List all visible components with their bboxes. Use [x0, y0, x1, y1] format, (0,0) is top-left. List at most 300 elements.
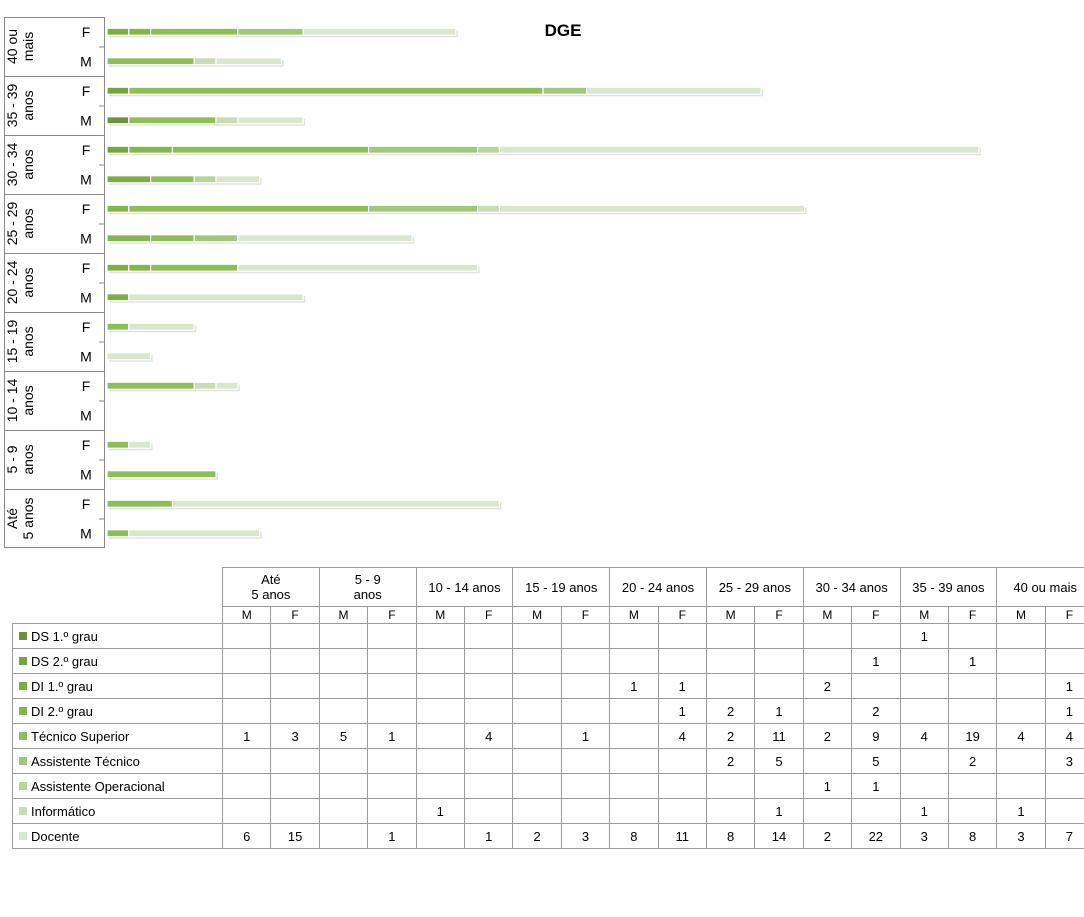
table-cell: [755, 624, 803, 649]
table-cell: [319, 699, 367, 724]
table-cell: [997, 749, 1045, 774]
table-subheader-cell: F: [948, 607, 996, 624]
table-cell: [416, 824, 464, 849]
table-cell: [223, 699, 271, 724]
table-cell: [900, 649, 948, 674]
table-cell: 4: [997, 724, 1045, 749]
bar-segment-t-cnico-superior: [107, 58, 194, 65]
table-cell: 1: [464, 824, 512, 849]
table-cell: 2: [852, 699, 900, 724]
bar-segment-docente: [172, 500, 499, 507]
table-cell: 6: [223, 824, 271, 849]
table-cell: [368, 674, 416, 699]
table-cell: [319, 774, 367, 799]
bar-segment-t-cnico-superior: [107, 441, 129, 448]
table-cell: 3: [997, 824, 1045, 849]
bar-segment-assistente-t-cnico: [238, 28, 303, 35]
table-cell: 2: [706, 749, 754, 774]
table-cell: [319, 674, 367, 699]
table-group-header: [416, 568, 513, 607]
table-subheader-cell: M: [997, 607, 1045, 624]
table-row: [13, 799, 1084, 824]
legend-entry-label: DI 1.º grau: [31, 678, 93, 694]
table-cell: 7: [1045, 824, 1084, 849]
bar-segment-docente: [216, 58, 281, 65]
table-cell: 1: [658, 699, 706, 724]
table-cell: 1: [561, 724, 609, 749]
table-cell: [997, 774, 1045, 799]
table-cell: [997, 624, 1045, 649]
table-cell: [513, 774, 561, 799]
table-cell: [368, 699, 416, 724]
table-cell: [416, 724, 464, 749]
legend-swatch: [19, 682, 27, 690]
table-cell: [271, 624, 319, 649]
bar-segment-t-cnico-superior: [129, 117, 216, 124]
bar-segment-docente: [238, 235, 412, 242]
table-cell: [900, 774, 948, 799]
bar-segment-docente: [216, 382, 238, 389]
table-subheader-row: [13, 607, 1084, 624]
bar-segment-t-cnico-superior: [151, 264, 238, 271]
table-cell: [223, 749, 271, 774]
bar-segment-inform-tico: [478, 205, 500, 212]
group-label-line: 10 - 14: [4, 378, 20, 423]
table-cell: [803, 649, 851, 674]
bar-segment-t-cnico-superior: [129, 87, 543, 94]
table-cell: [513, 674, 561, 699]
table-subheader-cell: F: [464, 607, 512, 624]
table-cell: [706, 799, 754, 824]
table-group-header: [610, 568, 707, 607]
table-cell: [706, 674, 754, 699]
table-cell: 1: [852, 774, 900, 799]
table-cell: [561, 799, 609, 824]
bar-segment-ds-2-grau: [107, 146, 129, 153]
bar-segment-docente: [129, 530, 260, 537]
table-cell: 3: [271, 724, 319, 749]
bar-segment-assistente-operacional: [478, 146, 500, 153]
table-cell: [997, 674, 1045, 699]
bar-segment-assistente-t-cnico: [194, 235, 238, 242]
bar-segment-assistente-operacional: [194, 176, 216, 183]
gender-label: F: [81, 318, 91, 335]
gender-label: M: [80, 289, 92, 306]
group-label-line: anos: [20, 385, 36, 416]
bar-segment-di-1-grau: [107, 264, 129, 271]
table-row: [13, 824, 1084, 849]
table-cell: [658, 649, 706, 674]
table-cell: [561, 699, 609, 724]
table-cell: 1: [223, 724, 271, 749]
group-label-line: anos: [20, 267, 36, 298]
table-row-label: [13, 774, 223, 799]
legend-swatch: [19, 832, 27, 840]
table-cell: [561, 624, 609, 649]
table-cell: [610, 624, 658, 649]
gender-label: F: [81, 82, 91, 99]
table-row: [13, 749, 1084, 774]
table-cell: [561, 749, 609, 774]
bar-segment-docente: [499, 205, 804, 212]
bar-segment-docente: [216, 176, 260, 183]
gender-label: M: [80, 112, 92, 129]
table-group-header-text: anos: [353, 587, 382, 602]
gender-label: F: [81, 436, 91, 453]
table-cell: [416, 699, 464, 724]
group-label-line: 30 - 34: [4, 142, 20, 187]
bar-segment-di-2-grau: [129, 28, 151, 35]
table-cell: 1: [610, 674, 658, 699]
table-cell: 2: [706, 724, 754, 749]
table-cell: 5: [852, 749, 900, 774]
table-cell: [658, 624, 706, 649]
table-cell: [755, 649, 803, 674]
table-row: [13, 699, 1084, 724]
table-subheader-cell: M: [900, 607, 948, 624]
table-cell: 9: [852, 724, 900, 749]
table-cell: [755, 674, 803, 699]
group-label-line: 40 ou: [4, 28, 20, 65]
table-group-header: [997, 568, 1084, 607]
group-label: [4, 83, 36, 127]
legend-entry-label: DS 2.º grau: [31, 653, 98, 669]
table-corner: [13, 568, 223, 607]
gender-label: F: [81, 141, 91, 158]
legend-swatch: [19, 807, 27, 815]
group-label-line: 25 - 29: [4, 201, 20, 246]
table-group-header: [513, 568, 610, 607]
table-cell: [464, 624, 512, 649]
table-cell: [319, 624, 367, 649]
table-cell: [1045, 799, 1084, 824]
table-cell: 1: [900, 624, 948, 649]
table-cell: [368, 624, 416, 649]
legend-entry-label: Técnico Superior: [31, 728, 130, 744]
table-cell: 1: [997, 799, 1045, 824]
bar-segment-di-2-grau: [107, 205, 129, 212]
table-group-header: [706, 568, 803, 607]
table-cell: [271, 799, 319, 824]
table-row: [13, 774, 1084, 799]
table-cell: [610, 649, 658, 674]
group-label-line: anos: [20, 326, 36, 357]
table-subheader-cell: M: [706, 607, 754, 624]
group-label-line: anos: [20, 208, 36, 239]
bar-segment-assistente-t-cnico: [369, 146, 478, 153]
table-cell: [852, 799, 900, 824]
bar-segment-docente: [499, 146, 979, 153]
table-group-header: [223, 568, 320, 607]
bar-segment-t-cnico-superior: [172, 146, 368, 153]
table-cell: [706, 774, 754, 799]
table-cell: [271, 749, 319, 774]
bar-segment-di-1-grau: [107, 176, 151, 183]
group-label-line: 5 anos: [20, 497, 36, 540]
table-cell: [319, 649, 367, 674]
group-label: [4, 29, 36, 64]
group-label-line: 15 - 19: [4, 319, 20, 364]
table-cell: 15: [271, 824, 319, 849]
group-label: [4, 319, 36, 363]
bar-segment-t-cnico-superior: [151, 176, 195, 183]
table-cell: [513, 699, 561, 724]
table-cell: 1: [755, 799, 803, 824]
table-cell: 1: [948, 649, 996, 674]
table-group-header-text: 40 ou mais: [1013, 579, 1077, 595]
bar-segment-t-cnico-superior: [107, 323, 129, 330]
table-subheader-cell: F: [368, 607, 416, 624]
table-cell: 4: [1045, 724, 1084, 749]
table-cell: [416, 749, 464, 774]
table-cell: [368, 749, 416, 774]
bar-segment-t-cnico-superior: [151, 235, 195, 242]
table-cell: [464, 799, 512, 824]
bar-segment-docente: [107, 353, 151, 360]
table-row-label: [13, 799, 223, 824]
table-cell: [223, 624, 271, 649]
table-cell: [852, 624, 900, 649]
table-row-label: [13, 624, 223, 649]
gender-label: F: [81, 495, 91, 512]
table-cell: 1: [416, 799, 464, 824]
group-label-line: 20 - 24: [4, 260, 20, 305]
gender-label: F: [81, 23, 91, 40]
chart-title: DGE: [544, 21, 582, 40]
table-cell: [561, 774, 609, 799]
table-cell: 1: [368, 824, 416, 849]
table-cell: 2: [513, 824, 561, 849]
table-group-header-text: 10 - 14 anos: [428, 579, 501, 595]
bar-segment-di-1-grau: [107, 294, 129, 301]
group-label: [4, 201, 36, 245]
table-group-header: [803, 568, 900, 607]
table-cell: [513, 799, 561, 824]
table-group-header: [900, 568, 997, 607]
table-cell: [900, 674, 948, 699]
table-cell: [900, 749, 948, 774]
bar-segment-docente: [129, 294, 303, 301]
bar-segment-docente: [587, 87, 761, 94]
legend-swatch: [19, 632, 27, 640]
table-subheader-cell: F: [658, 607, 706, 624]
bar-segment-t-cnico-superior: [107, 500, 172, 507]
group-label-line: anos: [20, 149, 36, 180]
table-cell: 2: [948, 749, 996, 774]
table-cell: [368, 649, 416, 674]
table-cell: [610, 724, 658, 749]
group-label: [4, 444, 36, 474]
table-cell: 11: [658, 824, 706, 849]
table-cell: 11: [755, 724, 803, 749]
table-cell: 14: [755, 824, 803, 849]
table-cell: 1: [368, 724, 416, 749]
bar-segment-ds-2-grau: [107, 87, 129, 94]
table-cell: [319, 799, 367, 824]
table-cell: 3: [900, 824, 948, 849]
table-cell: [513, 624, 561, 649]
bar-segment-t-cnico-superior: [107, 471, 216, 478]
table-cell: 1: [852, 649, 900, 674]
table-subheader-cell: M: [416, 607, 464, 624]
table-cell: [900, 699, 948, 724]
table-cell: 1: [755, 699, 803, 724]
table-row-label: [13, 699, 223, 724]
data-table-container: [12, 567, 1084, 917]
table-cell: 8: [948, 824, 996, 849]
table-cell: 2: [803, 724, 851, 749]
gender-label: M: [80, 407, 92, 424]
table-cell: [416, 674, 464, 699]
table-cell: [852, 674, 900, 699]
table-cell: [271, 699, 319, 724]
bar-segment-docente: [238, 117, 303, 124]
table-group-header: [319, 568, 416, 607]
table-group-header-text: 5 - 9: [354, 572, 381, 587]
table-cell: [464, 649, 512, 674]
table-row: [13, 624, 1084, 649]
table-cell: [368, 774, 416, 799]
table-cell: [368, 799, 416, 824]
bar-segment-t-cnico-superior: [151, 28, 238, 35]
bar-segment-assistente-t-cnico: [543, 87, 587, 94]
table-cell: [948, 699, 996, 724]
gender-label: F: [81, 200, 91, 217]
table-cell: [416, 624, 464, 649]
bar-segment-docente: [238, 264, 478, 271]
bar-segment-t-cnico-superior: [129, 205, 369, 212]
table-cell: 1: [658, 674, 706, 699]
legend-entry-label: Assistente Operacional: [31, 778, 165, 794]
table-row-label: [13, 674, 223, 699]
bar-segment-t-cnico-superior: [107, 382, 194, 389]
table-cell: 5: [755, 749, 803, 774]
table-cell: [1045, 649, 1084, 674]
table-cell: [610, 799, 658, 824]
table-cell: [997, 649, 1045, 674]
legend-swatch: [19, 707, 27, 715]
table-subheader-cell: M: [223, 607, 271, 624]
table-subheader-cell: M: [803, 607, 851, 624]
table-group-header-text: 35 - 39 anos: [912, 579, 985, 595]
table-cell: [223, 649, 271, 674]
table-cell: 19: [948, 724, 996, 749]
table-cell: [948, 674, 996, 699]
table-cell: [755, 774, 803, 799]
table-row-label: [13, 749, 223, 774]
table-cell: [513, 749, 561, 774]
table-cell: 8: [610, 824, 658, 849]
table-cell: 2: [803, 674, 851, 699]
table-cell: 4: [464, 724, 512, 749]
table-row: [13, 674, 1084, 699]
bar-segment-assistente-t-cnico: [369, 205, 478, 212]
bar-segment-docente: [129, 441, 151, 448]
table-group-header-text: 20 - 24 anos: [621, 579, 695, 595]
gender-label: M: [80, 525, 92, 542]
group-label-line: 5 - 9: [4, 445, 20, 474]
bar-segment-docente: [303, 28, 456, 35]
bar-segment-docente: [129, 323, 194, 330]
table-cell: 4: [658, 724, 706, 749]
table-subheader-cell: F: [755, 607, 803, 624]
bar-segment-di-2-grau: [129, 264, 151, 271]
table-cell: 1: [1045, 699, 1084, 724]
table-cell: [464, 774, 512, 799]
table-cell: [416, 774, 464, 799]
table-cell: 1: [900, 799, 948, 824]
bar-segment-di-2-grau: [129, 146, 173, 153]
gender-label: M: [80, 171, 92, 188]
table-header-row: [13, 568, 1084, 607]
table-cell: [948, 799, 996, 824]
table-cell: [513, 649, 561, 674]
table-row-label: [13, 649, 223, 674]
bar-segment-inform-tico: [216, 117, 238, 124]
table-cell: [223, 799, 271, 824]
group-label-line: Até: [4, 507, 20, 530]
table-cell: [658, 799, 706, 824]
bar-segment-t-cnico-superior: [107, 530, 129, 537]
table-subheader-cell: F: [561, 607, 609, 624]
table-cell: [513, 724, 561, 749]
table-cell: [610, 774, 658, 799]
table-cell: [948, 774, 996, 799]
bar-segment-ds-1-grau: [107, 117, 129, 124]
gender-label: M: [80, 466, 92, 483]
table-subheader-cell: M: [610, 607, 658, 624]
table-cell: [803, 799, 851, 824]
table-cell: [271, 674, 319, 699]
table-row-label: [13, 824, 223, 849]
legend-swatch: [19, 757, 27, 765]
legend-entry-label: DI 2.º grau: [31, 703, 93, 719]
table-cell: 4: [900, 724, 948, 749]
table-subheader-cell: F: [852, 607, 900, 624]
table-cell: [1045, 774, 1084, 799]
bar-segment-inform-tico: [194, 58, 216, 65]
table-cell: [223, 674, 271, 699]
group-label: [4, 378, 36, 422]
table-cell: [271, 649, 319, 674]
table-cell: [464, 674, 512, 699]
table-group-header-text: 5 anos: [251, 587, 291, 602]
group-label: [4, 260, 36, 304]
bar-segment-inform-tico: [194, 382, 216, 389]
table-cell: 3: [561, 824, 609, 849]
table-cell: [319, 824, 367, 849]
table-cell: 22: [852, 824, 900, 849]
table-cell: 1: [1045, 674, 1084, 699]
legend-swatch: [19, 657, 27, 665]
table-cell: [464, 699, 512, 724]
table-cell: [271, 774, 319, 799]
table-cell: 2: [803, 824, 851, 849]
data-table: [12, 567, 1084, 849]
gender-label: M: [80, 53, 92, 70]
gender-label: F: [81, 377, 91, 394]
table-subheader-cell: M: [513, 607, 561, 624]
group-label: [4, 142, 36, 186]
table-cell: [610, 699, 658, 724]
table-cell: [658, 749, 706, 774]
table-cell: [1045, 624, 1084, 649]
table-cell: [997, 699, 1045, 724]
gender-label: F: [81, 259, 91, 276]
group-label: [4, 497, 36, 539]
gender-label: M: [80, 230, 92, 247]
table-row-label: [13, 724, 223, 749]
